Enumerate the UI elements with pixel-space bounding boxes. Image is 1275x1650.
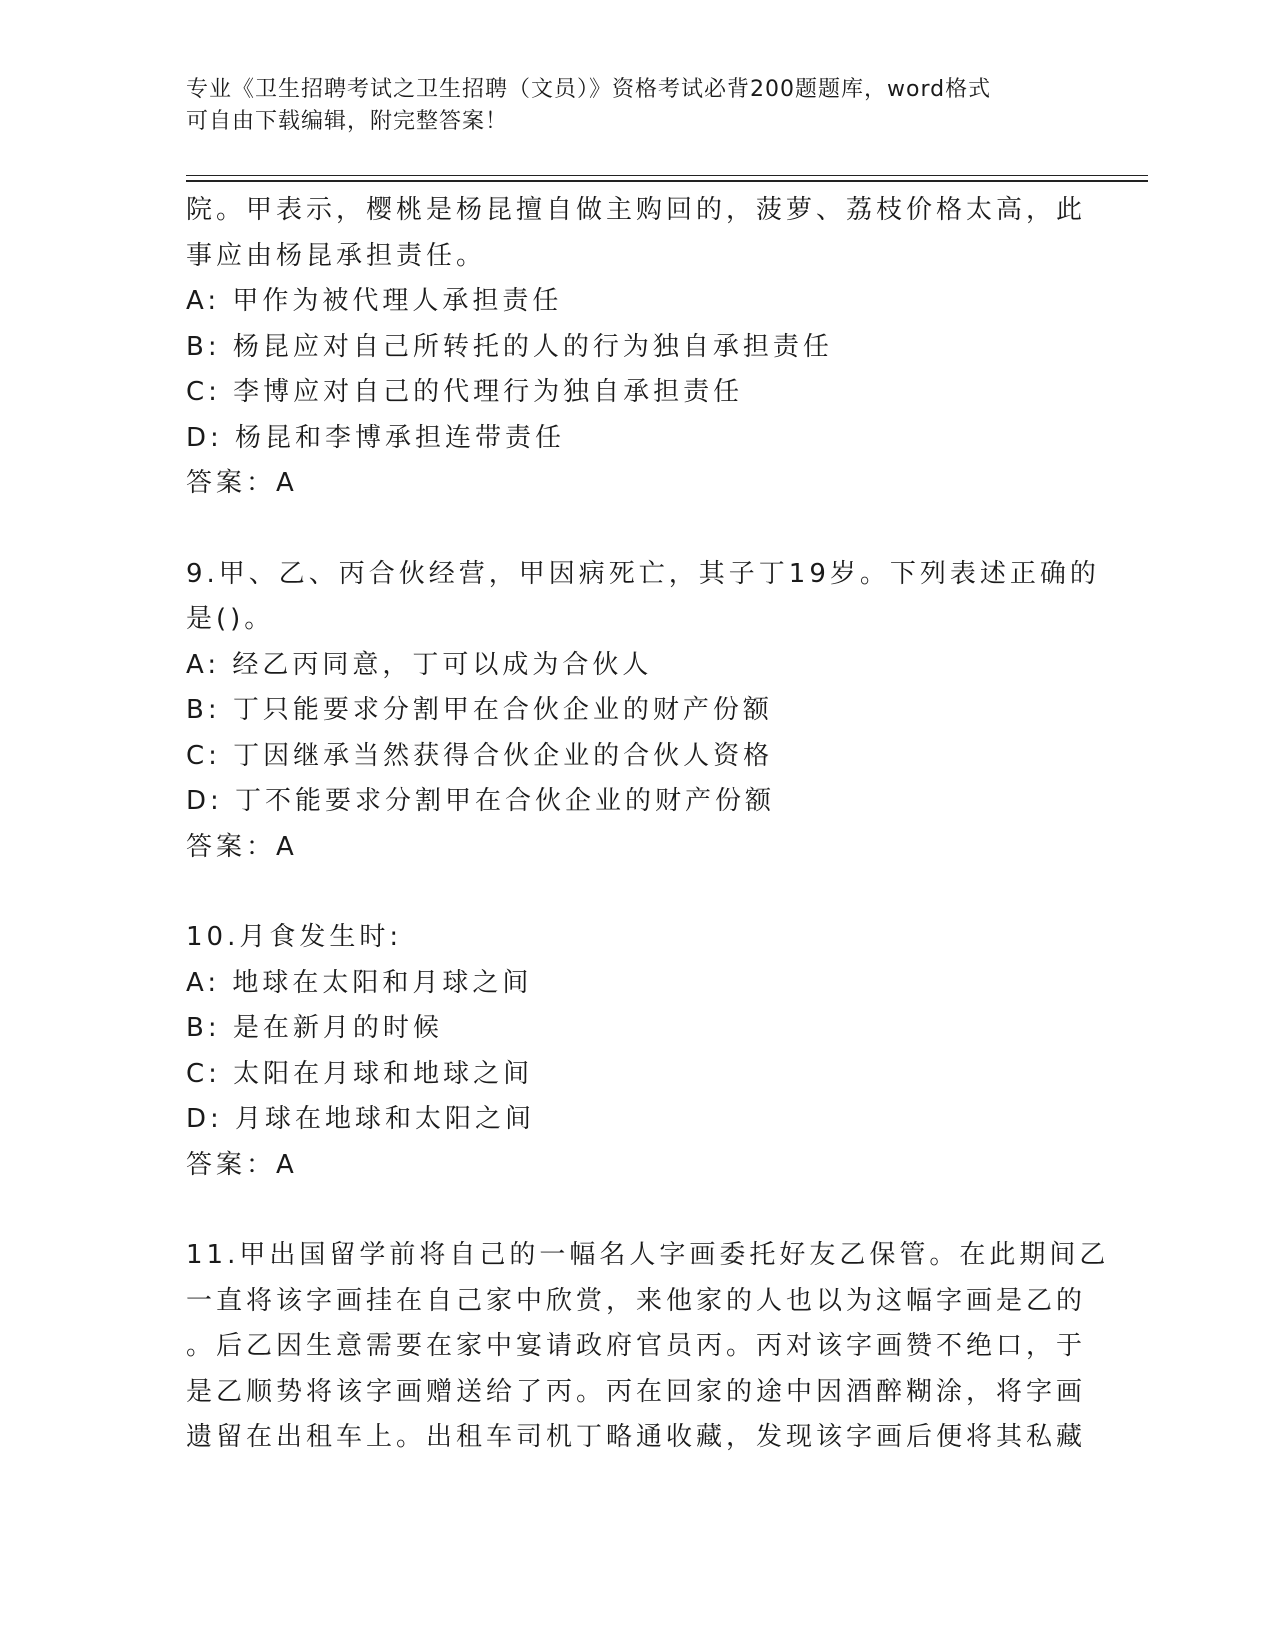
question-8-text-2: 事应由杨昆承担责任。 <box>186 240 487 271</box>
question-11-stem-4: 是乙顺势将该字画赠送给了丙。丙在回家的途中因酒醉糊涂，将字画 <box>186 1376 1087 1407</box>
question-10-option-a: A: 地球在太阳和月球之间 <box>186 967 533 998</box>
header-line-2: 可自由下载编辑，附完整答案！ <box>186 109 509 134</box>
question-9 <box>186 552 1100 871</box>
question-9-option-b: B: 丁只能要求分割甲在合伙企业的财产份额 <box>186 695 773 725</box>
header-divider-thin <box>186 175 1148 176</box>
document-header <box>186 74 1086 138</box>
document-body <box>186 188 1110 1461</box>
question-8-continued <box>186 188 1086 507</box>
question-10-option-c: C: 太阳在月球和地球之间 <box>186 1058 534 1089</box>
question-9-option-a: A: 经乙丙同意，丁可以成为合伙人 <box>186 649 653 680</box>
question-11-stem-3: 。后乙因生意需要在家中宴请政府官员丙。丙对该字画赞不绝口，于 <box>186 1331 1087 1361</box>
question-9-answer: 答案：A <box>186 831 298 862</box>
question-11-stem-1: 11.甲出国留学前将自己的一幅名人字画委托好友乙保管。在此期间乙 <box>186 1240 1110 1270</box>
question-10-option-b: B: 是在新月的时候 <box>186 1013 443 1043</box>
question-9-option-d: D: 丁不能要求分割甲在合伙企业的财产份额 <box>186 786 776 816</box>
question-9-option-c: C: 丁因继承当然获得合伙企业的合伙人资格 <box>186 740 774 771</box>
question-8-option-d: D: 杨昆和李博承担连带责任 <box>186 422 566 453</box>
question-9-stem-2: 是()。 <box>186 604 275 634</box>
question-10 <box>186 915 1086 1188</box>
header-line-1: 专业《卫生招聘考试之卫生招聘（文员）》资格考试必背200题题库，word格式 <box>186 77 992 102</box>
question-11-stem-2: 一直将该字画挂在自己家中欣赏，来他家的人也以为这幅字画是乙的 <box>186 1285 1087 1316</box>
question-10-option-d: D: 月球在地球和太阳之间 <box>186 1104 536 1134</box>
question-10-answer: 答案：A <box>186 1149 298 1180</box>
question-8-answer: 答案：A <box>186 468 298 498</box>
question-8-option-a: A: 甲作为被代理人承担责任 <box>186 286 563 316</box>
question-8-text-1: 院。甲表示，樱桃是杨昆擅自做主购回的，菠萝、荔枝价格太高，此 <box>186 195 1087 225</box>
header-divider-thick <box>186 180 1148 182</box>
question-8-option-c: C: 李博应对自己的代理行为独自承担责任 <box>186 377 744 407</box>
spacer <box>186 507 1086 552</box>
spacer <box>186 870 1086 915</box>
question-10-stem: 10.月食发生时: <box>186 922 403 952</box>
question-9-stem-1: 9.甲、乙、丙合伙经营，甲因病死亡，其子丁19岁。下列表述正确的 <box>186 558 1100 589</box>
spacer <box>186 1188 1086 1233</box>
question-8-option-b: B: 杨昆应对自己所转托的人的行为独自承担责任 <box>186 331 833 362</box>
question-11-stem-5: 遗留在出租车上。出租车司机丁略通收藏，发现该字画后便将其私藏 <box>186 1422 1087 1452</box>
question-11 <box>186 1233 1110 1461</box>
